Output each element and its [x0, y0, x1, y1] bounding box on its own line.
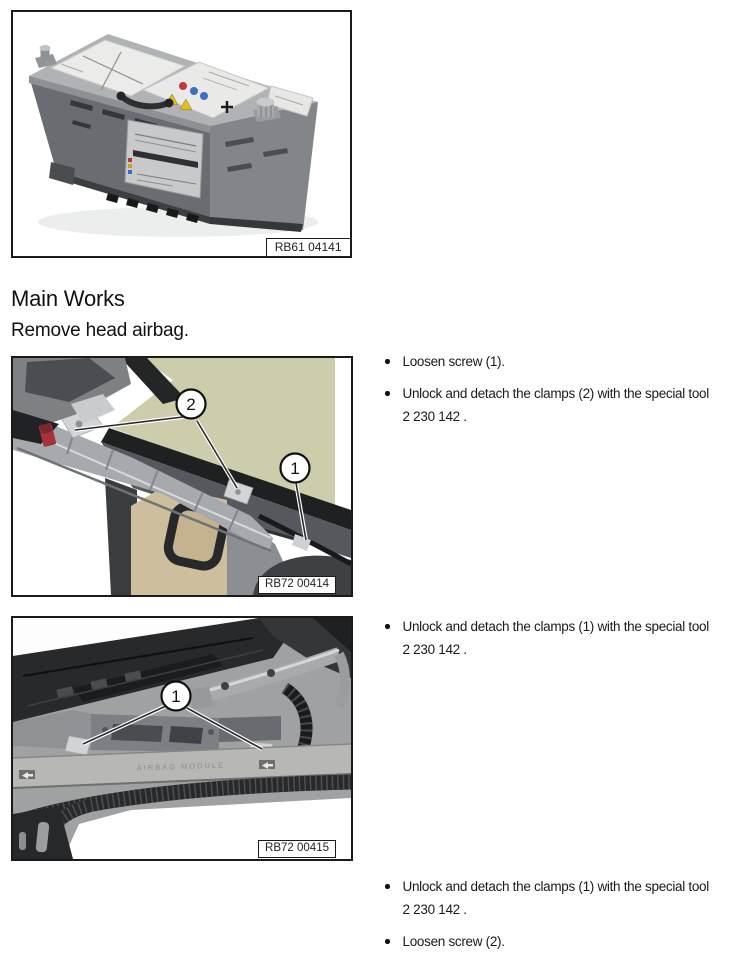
warning-manual-icon [200, 92, 208, 100]
instruction-line: Unlock and detach the clamps (2) with the special tool [402, 386, 709, 401]
figure-ref-label [266, 238, 351, 257]
task-title: Remove head airbag. [11, 320, 189, 341]
instruction-text [403, 382, 709, 428]
instruction-line: Unlock and detach the clamps (1) with the special tool [402, 879, 709, 894]
instruction-item [380, 350, 729, 373]
callout-1-number: 1 [171, 687, 181, 706]
instruction-item [380, 382, 729, 428]
instruction-item [380, 875, 729, 921]
instruction-text [403, 615, 709, 661]
figure-ref-label [258, 840, 336, 858]
bullet-icon [385, 359, 390, 364]
instruction-line: Loosen screw (1). [402, 354, 505, 369]
instruction-line: 2 230 142 . [402, 409, 467, 424]
callout-2-badge [177, 390, 206, 419]
figure-airbag-front [11, 356, 353, 597]
bullet-icon [385, 624, 390, 629]
instruction-line: Unlock and detach the clamps (1) with the special tool [402, 619, 709, 634]
warning-goggles-icon [190, 87, 198, 95]
instruction-item [380, 615, 729, 661]
band-print-text: AIRBAG MODULE [136, 760, 226, 773]
step-2-instructions [380, 615, 729, 670]
figure-ref-text: RB72 00415 [265, 842, 329, 854]
callout-1-badge [281, 454, 310, 483]
section-heading: Main Works [11, 286, 125, 311]
step-1-instructions [380, 350, 729, 437]
airbag-front-photo [13, 358, 351, 595]
airbag-rear-photo [13, 618, 351, 859]
figure-ref-text: RB72 00414 [265, 578, 329, 590]
figure-battery [11, 10, 352, 258]
instruction-text [403, 350, 505, 373]
instruction-item [380, 930, 729, 953]
bullet-icon [385, 939, 390, 944]
battery-terminal-left [35, 45, 57, 68]
instruction-line: 2 230 142 . [402, 642, 467, 657]
bullet-icon [385, 391, 390, 396]
instruction-text [403, 930, 505, 953]
callout-1-badge [162, 682, 191, 711]
instruction-line: 2 230 142 . [402, 902, 467, 917]
bullet-icon [385, 884, 390, 889]
battery-photo [13, 12, 350, 256]
callout-1-number: 1 [290, 459, 300, 478]
callout-2-number: 2 [186, 395, 196, 414]
step-3-instructions [380, 875, 729, 957]
figure-ref-text: RB61 04141 [274, 239, 342, 254]
warning-no-flame-icon [179, 82, 187, 90]
figure-airbag-rear [11, 616, 353, 861]
instruction-text [403, 875, 709, 921]
figure-ref-label [258, 576, 336, 594]
instruction-line: Loosen screw (2). [402, 934, 505, 949]
